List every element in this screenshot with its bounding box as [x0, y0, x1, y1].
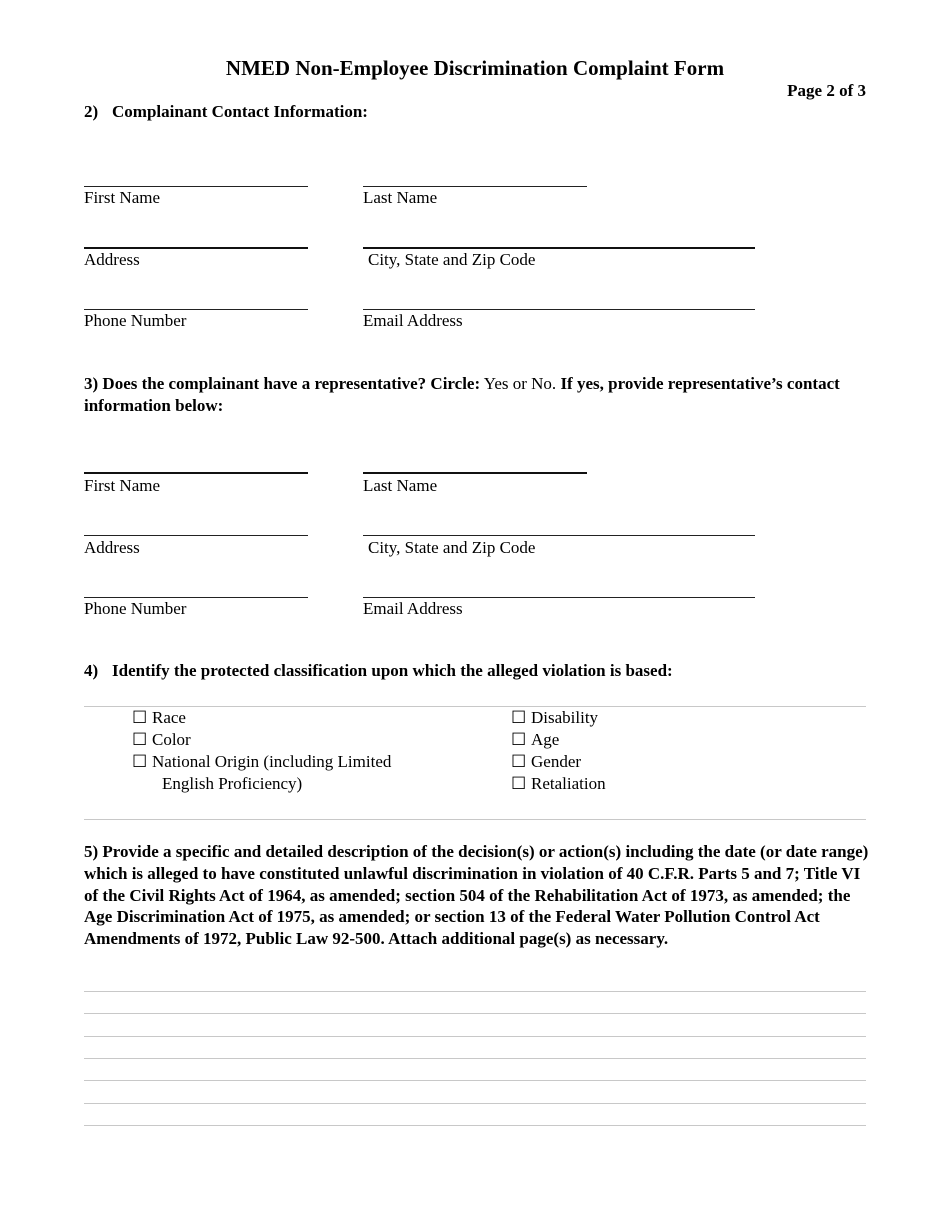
- representative-phone-label: Phone Number: [84, 599, 187, 618]
- representative-address-label: Address: [84, 538, 140, 557]
- checkbox-race[interactable]: [132, 707, 186, 729]
- complainant-last-name-line[interactable]: [363, 186, 587, 187]
- section-3-question-bold-a: 3) Does the complainant have a representative? Circle:: [84, 374, 481, 393]
- checkbox-age-label: Age: [531, 730, 560, 749]
- checkbox-retaliation-box[interactable]: ☐: [511, 774, 527, 793]
- representative-phone-line[interactable]: [84, 597, 308, 598]
- description-line-4[interactable]: [84, 1058, 866, 1059]
- checkbox-color-label: Color: [152, 730, 191, 749]
- representative-last-name-label: Last Name: [363, 476, 438, 495]
- checkbox-disability-label: Disability: [531, 708, 599, 727]
- checkbox-retaliation[interactable]: [511, 773, 606, 795]
- checkbox-national-origin-label: National Origin (including Limited: [152, 752, 392, 771]
- section-4-number: 4): [84, 661, 99, 680]
- complainant-email-line[interactable]: [363, 309, 755, 310]
- checkbox-age-box[interactable]: ☐: [511, 730, 527, 749]
- classification-bottom-divider: [84, 819, 866, 820]
- representative-email-label: Email Address: [363, 599, 463, 618]
- checkbox-retaliation-label: Retaliation: [531, 774, 606, 793]
- complainant-city-state-zip-label: City, State and Zip Code: [368, 250, 536, 269]
- representative-last-name-line[interactable]: [363, 472, 587, 474]
- checkbox-disability[interactable]: [511, 707, 598, 729]
- representative-first-name-line[interactable]: [84, 472, 308, 474]
- checkbox-national-origin[interactable]: [132, 751, 391, 773]
- classification-top-divider: [84, 706, 866, 707]
- complainant-phone-label: Phone Number: [84, 311, 187, 330]
- section-3-question: [84, 373, 844, 417]
- form-title: NMED Non-Employee Discrimination Complaint Form: [225, 56, 725, 80]
- section-4-heading-text: Identify the protected classification upon which the alleged violation is based:: [112, 661, 673, 680]
- description-line-5[interactable]: [84, 1080, 866, 1081]
- representative-city-state-zip-line[interactable]: [363, 535, 755, 536]
- checkbox-gender-box[interactable]: ☐: [511, 752, 527, 771]
- checkbox-color-box[interactable]: ☐: [132, 730, 148, 749]
- complainant-city-state-zip-line[interactable]: [363, 247, 755, 249]
- section-4-heading: [84, 661, 673, 681]
- section-5-question: 5) Provide a specific and detailed description of the decision(s) or action(s) including the date (or date range) which is alleged to have constituted unlawful discrimination in violation of 40 C.F.R. Parts 5 and 7; Title VI of the Civil Rights Act of 1964, as amended; section 504 of the Rehabilitation Act of 1973, as amended; the Age Discrimination Act of 1975, as amended; or section 13 of the Federal Water Pollution Control Act Amendments of 1972, Public Law 92-500. Attach additional page(s) as necessary.: [84, 842, 869, 949]
- checkbox-national-origin-label-continued: English Proficiency): [162, 774, 303, 793]
- complainant-address-line[interactable]: [84, 247, 308, 249]
- complainant-first-name-line[interactable]: [84, 186, 308, 187]
- checkbox-disability-box[interactable]: ☐: [511, 708, 527, 727]
- section-3-yes-no[interactable]: Yes or No.: [480, 374, 561, 393]
- checkbox-gender-label: Gender: [531, 752, 582, 771]
- section-2-heading-text: Complainant Contact Information:: [112, 102, 368, 121]
- representative-email-line[interactable]: [363, 597, 755, 598]
- section-2-number: 2): [84, 102, 99, 121]
- checkbox-national-origin-box[interactable]: ☐: [132, 752, 148, 771]
- checkbox-race-box[interactable]: ☐: [132, 708, 148, 727]
- checkbox-gender[interactable]: [511, 751, 581, 773]
- section-3-question-bold-b: If yes, provide representative’s contact information below:: [84, 374, 840, 415]
- complainant-email-label: Email Address: [363, 311, 463, 330]
- page-number: Page 2 of 3: [787, 81, 866, 100]
- checkbox-color[interactable]: [132, 729, 191, 751]
- description-line-3[interactable]: [84, 1036, 866, 1037]
- description-line-2[interactable]: [84, 1013, 866, 1014]
- section-2-heading: [84, 102, 368, 122]
- representative-first-name-label: First Name: [84, 476, 161, 495]
- description-line-1[interactable]: [84, 991, 866, 992]
- complainant-phone-line[interactable]: [84, 309, 308, 310]
- description-line-7[interactable]: [84, 1125, 866, 1126]
- description-line-6[interactable]: [84, 1103, 866, 1104]
- complainant-last-name-label: Last Name: [363, 188, 438, 207]
- checkbox-age[interactable]: [511, 729, 559, 751]
- representative-city-state-zip-label: City, State and Zip Code: [368, 538, 536, 557]
- complainant-address-label: Address: [84, 250, 140, 269]
- complainant-first-name-label: First Name: [84, 188, 161, 207]
- representative-address-line[interactable]: [84, 535, 308, 536]
- checkbox-race-label: Race: [152, 708, 186, 727]
